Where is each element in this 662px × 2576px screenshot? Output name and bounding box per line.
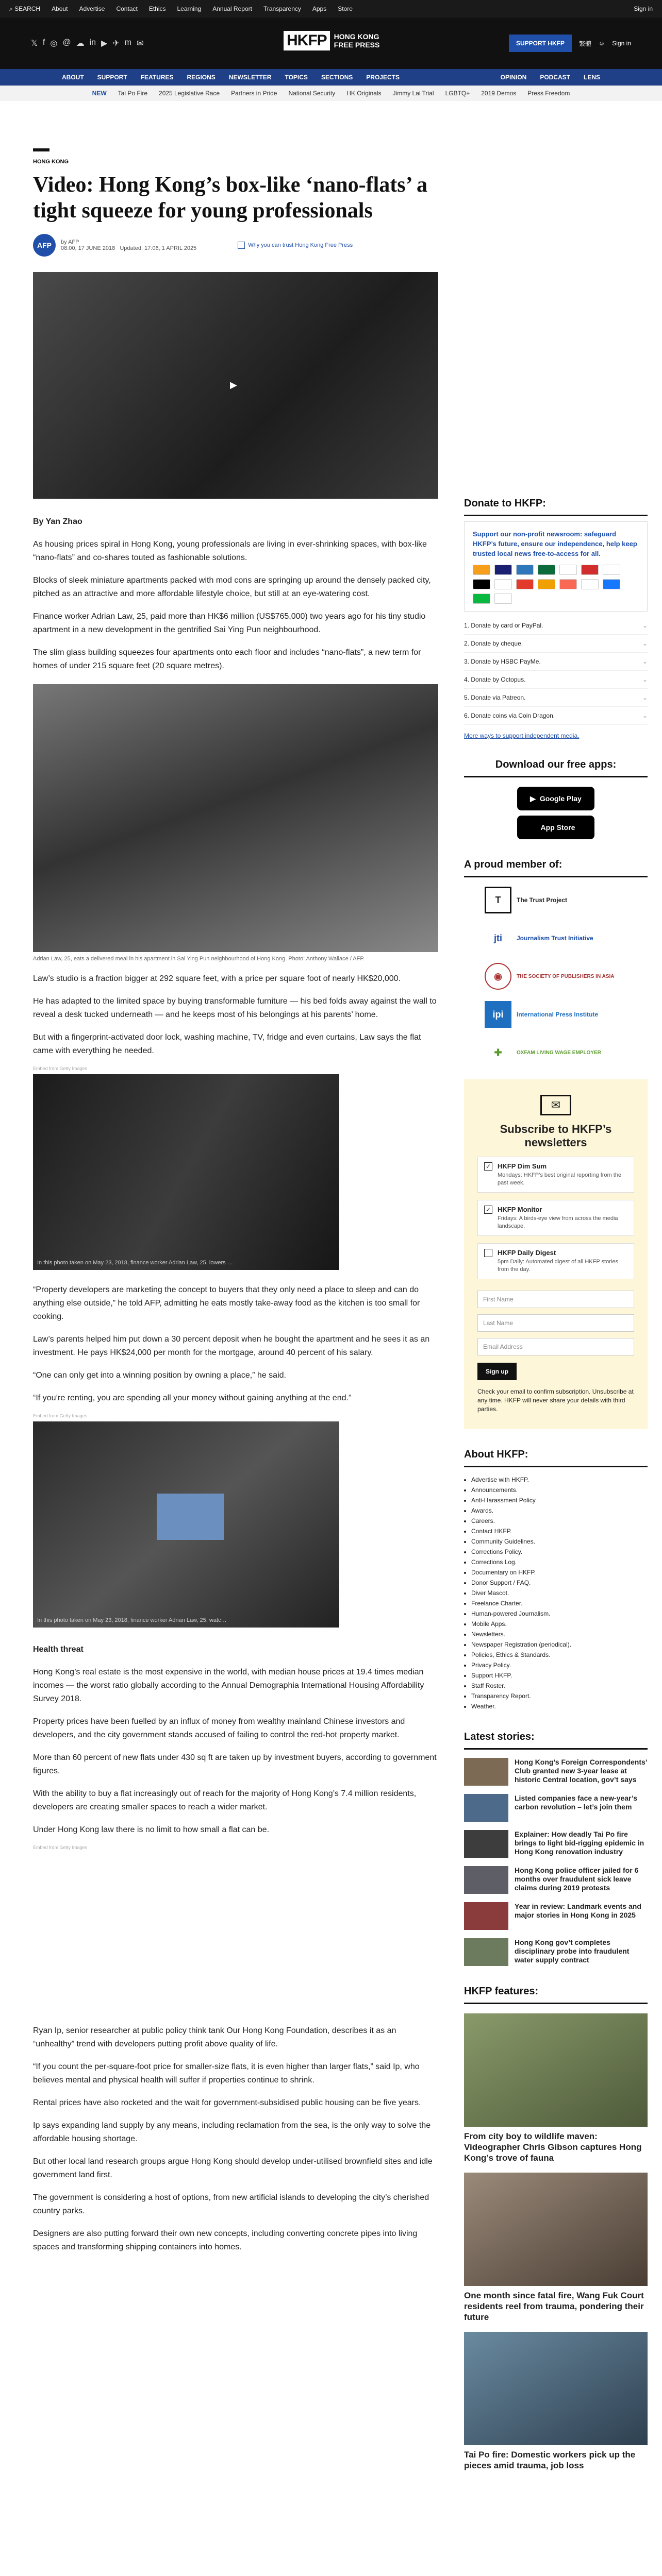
paragraph: Ryan Ip, senior researcher at public policy think tank Our Hong Kong Foundation, describes it as an “unhealthy” trend with developers putting profit above quality of life. (33, 2026, 396, 2048)
story-title: Year in review: Landmark events and major stories in Hong Kong in 2025 (515, 1902, 641, 1919)
byline-text (61, 239, 196, 251)
nav-projects[interactable]: PROJECTS (366, 74, 400, 81)
first-name-field[interactable]: First Name (477, 1291, 634, 1308)
feature-image (464, 2173, 648, 2286)
paragraph: Blocks of sleek miniature apartments packed with mod cons are springing up around the densely packed city, pitched as an attractive and more affordable lifestyle choice, but still at an eye-watering cost. (33, 576, 431, 598)
jti-logo[interactable] (485, 925, 648, 952)
author-avatar[interactable]: AFP (33, 234, 56, 257)
paragraph: But other local land research groups argue Hong Kong should develop under-utilised brownfield sites and idle government land first. (33, 2157, 433, 2179)
member-name: THE SOCIETY OF PUBLISHERS IN ASIA (517, 973, 615, 979)
sidebar (464, 493, 648, 2471)
getty-image-tv[interactable] (33, 1421, 339, 1628)
chevron-down-icon: ⌄ (642, 622, 648, 629)
amex-icon (516, 565, 534, 575)
trending-partners-in-pride[interactable]: Partners in Pride (231, 90, 277, 97)
payment-icons (473, 565, 639, 604)
donate-option[interactable] (464, 689, 648, 707)
nav-regions[interactable]: REGIONS (187, 74, 216, 81)
feature-story[interactable] (464, 2332, 648, 2471)
last-name-field[interactable]: Last Name (477, 1314, 634, 1332)
donate-option[interactable] (464, 671, 648, 689)
about-item[interactable]: • Contact HKFP. (471, 1526, 648, 1536)
donate-heading: Donate to HKFP: (464, 493, 648, 516)
trending-national-security[interactable]: National Security (288, 90, 336, 97)
latest-story[interactable] (464, 1866, 648, 1894)
feature-image (464, 2332, 648, 2445)
search-link[interactable]: ⌕ SEARCH (9, 5, 41, 12)
about-item[interactable]: • Staff Roster. (471, 1681, 648, 1691)
about-item[interactable]: • Privacy Policy. (471, 1660, 648, 1670)
nav-topics[interactable]: TOPICS (285, 74, 308, 81)
newsletter-option[interactable] (477, 1243, 634, 1279)
hkfp-logo[interactable] (284, 31, 379, 50)
donate-option-label: 4. Donate by Octopus. (464, 676, 526, 683)
option-desc: 5pm Daily: Automated digest of all HKFP stories from the day. (498, 1259, 618, 1273)
trust-icon (238, 242, 245, 249)
applepay-icon (473, 579, 490, 589)
chevron-down-icon: ⌄ (642, 712, 648, 719)
option-desc: Fridays: A birds-eye view from across the media landscape. (498, 1215, 618, 1229)
top-link-advertise[interactable]: Advertise (79, 5, 105, 12)
jti-icon: jti (494, 933, 502, 943)
getty-embed-label: Embed from Getty Images (33, 1413, 88, 1418)
donate-option-label: 3. Donate by HSBC PayMe. (464, 658, 541, 665)
trending-lgbtq[interactable]: LGBTQ+ (445, 90, 470, 97)
story-title: Listed companies face a new-year’s carbon revolution – let’s join them (515, 1794, 638, 1811)
article-title: Video: Hong Kong’s box-like ‘nano-flats’ a tight squeeze for young professionals (33, 173, 427, 223)
about-item[interactable]: • Corrections Log. (471, 1557, 648, 1567)
paragraph: Property prices have been fuelled by an influx of money from wealthy mainland Chinese investors and developers, and the city government stands accused of failing to control the red-hot property market. (33, 1717, 405, 1739)
member-name: International Press Institute (517, 1011, 599, 1018)
nav-newsletter[interactable]: NEWSLETTER (228, 74, 272, 81)
masthead-actions (509, 35, 631, 52)
about-item[interactable]: • Awards. (471, 1505, 648, 1516)
option-desc: Mondays: HKFP’s best original reporting from the past week. (498, 1172, 622, 1186)
option-title: HKFP Monitor (498, 1206, 542, 1213)
byline-author[interactable]: by AFP (61, 239, 79, 245)
feature-story[interactable] (464, 2013, 648, 2163)
paragraph: Law’s parents helped him put down a 30 percent deposit when he bought the apartment and he sees it as an investment. He pays HK$24,000 per month for the mortgage, around 40 percent of his salary. (33, 1335, 430, 1357)
story-thumbnail (464, 1758, 508, 1786)
photo-apartment (33, 684, 438, 952)
trending-hk-originals[interactable]: HK Originals (346, 90, 382, 97)
donate-option[interactable] (464, 707, 648, 725)
about-item[interactable]: • Weather. (471, 1701, 648, 1711)
about-item[interactable]: • Careers. (471, 1516, 648, 1526)
section-heading: Health threat (33, 1645, 84, 1654)
app-buttons (464, 787, 648, 839)
about-item[interactable]: • Donor Support / FAQ. (471, 1578, 648, 1588)
updated-date: Updated: 17:06, 1 APRIL 2025 (120, 245, 197, 251)
patreon-icon (559, 579, 577, 589)
donate-options (464, 617, 648, 725)
members-heading: A proud member of: (464, 854, 648, 877)
about-item[interactable]: • Transparency Report. (471, 1691, 648, 1701)
app-store-button[interactable] (517, 816, 594, 839)
option-title: HKFP Daily Digest (498, 1249, 556, 1257)
donate-text[interactable]: Support our non-profit newsroom: safeguard HKFP’s future, ensure our independence, help keep trusted local news free-to-access for all. (473, 530, 637, 557)
signup-button[interactable]: Sign up (477, 1363, 517, 1380)
jcb-icon (538, 565, 555, 575)
story-title: Hong Kong’s Foreign Correspondents’ Club granted new 3-year lease at historic Central location, gov’t says (515, 1758, 647, 1784)
about-item[interactable]: • Diver Mascot. (471, 1588, 648, 1598)
category-label[interactable]: HONG KONG (33, 159, 69, 165)
publish-date: 08:00, 17 JUNE 2018 (61, 245, 115, 251)
top-link-transparency[interactable]: Transparency (263, 5, 301, 12)
octopus-icon (538, 579, 555, 589)
mastercard-icon (473, 565, 490, 575)
donate-option-label: 5. Donate via Patreon. (464, 694, 526, 701)
app-store-label: App Store (540, 823, 575, 832)
x-icon[interactable]: 𝕏 (31, 39, 38, 48)
paragraph: “One can only get into a winning position by owning a place,” he said. (33, 1371, 286, 1380)
chevron-down-icon: ⌄ (642, 658, 648, 665)
features-heading: HKFP features: (464, 1980, 648, 2004)
checkbox-checked[interactable]: ✓ (484, 1206, 492, 1214)
masthead-signin[interactable]: Sign in (612, 40, 631, 47)
feature-story[interactable] (464, 2173, 648, 2323)
latest-story[interactable] (464, 1938, 648, 1966)
latest-story[interactable] (464, 1830, 648, 1858)
about-item[interactable]: • Mobile Apps. (471, 1619, 648, 1629)
wechat-icon (473, 594, 490, 604)
paragraph: But with a fingerprint-activated door lock, washing machine, TV, fridge and even curtains, Law says the flat came with everything he needed. (33, 1033, 421, 1055)
feature-title: Tai Po fire: Domestic workers pick up the pieces amid trauma, job loss (464, 2450, 636, 2470)
checkbox-checked[interactable]: ✓ (484, 1162, 492, 1171)
play-icon[interactable]: ▶ (230, 380, 237, 390)
about-item[interactable]: • Community Guidelines. (471, 1536, 648, 1547)
nav-podcast[interactable]: PODCAST (540, 74, 570, 81)
support-hkfp-button[interactable]: SUPPORT HKFP (509, 35, 572, 52)
getty-embed-label: Embed from Getty Images (33, 1845, 88, 1850)
getty-caption: In this photo taken on May 23, 2018, finance worker Adrian Law, 25, lowers … (37, 1260, 233, 1266)
paragraph: Under Hong Kong law there is no limit to how small a flat can be. (33, 1825, 270, 1834)
feature-title: One month since fatal fire, Wang Fuk Court residents reel from trauma, pondering their future (464, 2291, 644, 2322)
visa-icon (494, 565, 512, 575)
story-title: Hong Kong gov’t completes disciplinary probe into fraudulent water supply contract (515, 1938, 630, 1964)
search-label: SEARCH (14, 5, 41, 12)
about-list (464, 1475, 648, 1711)
paragraph: Designers are also putting forward their own new concepts, including converting concrete pipes into living spaces and transforming shipping containers into homes. (33, 2229, 418, 2251)
trust-project-icon: T (485, 887, 511, 913)
ipi-icon: ipi (485, 1001, 511, 1028)
donate-option[interactable] (464, 617, 648, 635)
chevron-down-icon: ⌄ (642, 640, 648, 647)
nav-support[interactable]: SUPPORT (97, 74, 127, 81)
about-item[interactable]: • Documentary on HKFP. (471, 1567, 648, 1578)
social-links (31, 38, 143, 48)
more-ways-link[interactable]: More ways to support independent media. (464, 732, 580, 739)
trending-press-freedom[interactable]: Press Freedom (527, 90, 570, 97)
top-link-ethics[interactable]: Ethics (148, 5, 166, 12)
oxfam-logo[interactable] (485, 1039, 648, 1066)
top-signin-link[interactable]: Sign in (634, 5, 653, 12)
option-title: HKFP Dim Sum (498, 1162, 547, 1170)
about-item[interactable]: • Freelance Charter. (471, 1598, 648, 1608)
chevron-down-icon: ⌄ (642, 676, 648, 683)
about-item[interactable]: • Support HKFP. (471, 1670, 648, 1681)
donate-option[interactable] (464, 653, 648, 671)
newsletter-box (464, 1079, 648, 1429)
getty-image-bed[interactable] (33, 1074, 339, 1270)
paypal-icon (603, 565, 620, 575)
top-link-store[interactable]: Store (338, 5, 353, 12)
top-link-annual-report[interactable]: Annual Report (212, 5, 252, 12)
about-item[interactable]: • Corrections Policy. (471, 1547, 648, 1557)
about-item[interactable]: • Advertise with HKFP. (471, 1475, 648, 1485)
linkedin-icon[interactable]: in (89, 38, 96, 47)
unionpay-icon (581, 565, 599, 575)
fps-icon (581, 579, 599, 589)
facebook-icon[interactable]: f (42, 38, 45, 47)
ipi-logo[interactable] (485, 1001, 648, 1028)
paragraph: “If you count the per-square-foot price for smaller-size flats, it is even higher than larger flats,” said Ip, who believes mental and physical health will suffer if properties continue to shrink. (33, 2062, 420, 2084)
paragraph: As housing prices spiral in Hong Kong, young professionals are living in ever-shrinking spaces, with box-like “nano-flats” and co-shares touted as fashionable solutions. (33, 540, 427, 562)
new-label: NEW (92, 90, 107, 97)
paragraph: Law’s studio is a fraction bigger at 292 square feet, with a price per square foot of nearly HK$20,000. (33, 974, 401, 983)
trust-label: Why you can trust Hong Kong Free Press (248, 242, 353, 248)
about-item[interactable]: • Human-powered Journalism. (471, 1608, 648, 1619)
member-name: Journalism Trust Initiative (517, 935, 593, 942)
googlepay-icon (494, 579, 512, 589)
masthead (0, 18, 662, 69)
latest-list (464, 1758, 648, 1966)
checkbox[interactable] (484, 1249, 492, 1257)
paragraph: Ip says expanding land supply by any means, including reclamation from the sea, is the only way to solve the affordable housing shortage. (33, 2121, 431, 2143)
donate-box (464, 521, 648, 612)
email-field[interactable]: Email Address (477, 1338, 634, 1355)
paragraph: Hong Kong’s real estate is the most expensive in the world, with median house prices at 19.4 times median incomes — the worst ratio globally according to the Annual Demographia International Housing Affordability Survey 2018. (33, 1668, 424, 1703)
paragraph: More than 60 percent of new flats under 430 sq ft are taken up by investment buyers, according to government figures. (33, 1753, 437, 1775)
diners-icon (559, 565, 577, 575)
trending-legislative-race[interactable]: 2025 Legislative Race (159, 90, 220, 97)
byline (33, 234, 438, 257)
story-title: Hong Kong police officer jailed for 6 months over fraudulent sick leave claims during 2019 protests (515, 1866, 639, 1892)
story-thumbnail (464, 1902, 508, 1930)
crypto-icon (494, 594, 512, 604)
newsletter-icon: ✉ (540, 1095, 571, 1115)
paragraph: Finance worker Adrian Law, 25, paid more than HK$6 million (US$765,000) two years ago for his tiny studio apartment in a new development in the gentrified Sai Ying Pun neighbourhood. (33, 612, 426, 634)
email-icon[interactable]: ✉ (137, 39, 144, 48)
latest-heading: Latest stories: (464, 1726, 648, 1750)
newsletter-option[interactable] (477, 1200, 634, 1236)
tv-screen (157, 1494, 224, 1540)
story-thumbnail (464, 1866, 508, 1894)
video-player[interactable] (33, 272, 438, 499)
article-author: By Yan Zhao (33, 517, 82, 526)
member-name: OXFAM LIVING WAGE EMPLOYER (517, 1049, 601, 1056)
chevron-down-icon: ⌄ (642, 694, 648, 701)
donate-option-label: 2. Donate by cheque. (464, 640, 523, 647)
trust-project-logo[interactable] (485, 887, 648, 913)
instagram-icon[interactable]: ◎ (50, 39, 58, 48)
about-item[interactable]: • Anti-Harassment Policy. (471, 1495, 648, 1505)
top-link-contact[interactable]: Contact (116, 5, 138, 12)
paragraph: The slim glass building squeezes four apartments onto each floor and includes “nano-flats”, a new term for homes of under 215 square feet (20 square metres). (33, 648, 421, 670)
google-play-label: Google Play (539, 794, 582, 803)
youtube-icon[interactable]: ▶ (101, 39, 108, 48)
nav-features[interactable]: FEATURES (140, 74, 174, 81)
user-icon[interactable]: ☺ (599, 40, 605, 47)
paragraph: With the ability to buy a flat increasingly out of reach for the majority of Hong Kong’s 7.4 million residents, developers are creating smaller spaces to reach a wider market. (33, 1789, 417, 1811)
top-utility-bar (0, 0, 662, 18)
language-toggle[interactable]: 繁體 (579, 40, 592, 47)
article (33, 148, 438, 2254)
member-name: The Trust Project (517, 896, 568, 904)
about-heading: About HKFP: (464, 1444, 648, 1467)
latest-story[interactable] (464, 1902, 648, 1930)
category-bar (33, 148, 49, 151)
getty-caption: In this photo taken on May 23, 2018, finance worker Adrian Law, 25, watc… (37, 1617, 227, 1623)
top-link-apps[interactable]: Apps (312, 5, 327, 12)
paragraph: He has adapted to the limited space by buying transformable furniture — his bed folds away against the wall to reveal a desk tucked underneath — and he keeps most of his belongings at his parents’ home. (33, 997, 437, 1019)
latest-story[interactable] (464, 1794, 648, 1822)
alipay-icon (603, 579, 620, 589)
trending-2019-demos[interactable]: 2019 Demos (481, 90, 517, 97)
photo-caption: Adrian Law, 25, eats a delivered meal in his apartment in Sai Ying Pun neighbourhood of Hong Kong. Photo: Anthony Wallace / AFP. (33, 956, 365, 962)
sopa-icon: ◉ (485, 963, 511, 990)
paragraph: The government is considering a host of options, from new artificial islands to developing the city’s cherished country parks. (33, 2193, 429, 2215)
threads-icon[interactable]: @ (62, 38, 71, 47)
payme-icon (516, 579, 534, 589)
logo-text: HONG KONG FREE PRESS (334, 32, 380, 49)
nav-about[interactable]: ABOUT (62, 74, 84, 81)
about-item[interactable]: • Announcements. (471, 1485, 648, 1495)
story-thumbnail (464, 1794, 508, 1822)
nav-opinion[interactable]: OPINION (500, 74, 527, 81)
mastodon-icon[interactable]: m (124, 38, 132, 47)
about-item[interactable]: • Newspaper Registration (periodical). (471, 1639, 648, 1650)
nav-sections[interactable]: SECTIONS (321, 74, 353, 81)
donate-option-label: 6. Donate coins via Coin Dragon. (464, 712, 555, 719)
google-play-button[interactable] (517, 787, 594, 810)
newsletter-note: Check your email to confirm subscription. Unsubscribe at any time. HKFP will never share your details with third parties. (477, 1388, 634, 1413)
story-thumbnail (464, 1830, 508, 1858)
newsletter-title: Subscribe to HKFP’s newsletters (500, 1123, 612, 1149)
story-thumbnail (464, 1938, 508, 1966)
bluesky-icon[interactable]: ☁ (76, 39, 85, 48)
getty-embed-label: Embed from Getty Images (33, 1066, 88, 1071)
story-title: Explainer: How deadly Tai Po fire brings to light bid-rigging epidemic in Hong Kong renovation industry (515, 1830, 644, 1856)
trending-jimmy-lai-trial[interactable]: Jimmy Lai Trial (392, 90, 434, 97)
trending-bar (0, 86, 662, 101)
trending-tai-po-fire[interactable]: Tai Po Fire (118, 90, 148, 97)
google-play-icon: ▶ (530, 794, 536, 803)
donate-option-label: 1. Donate by card or PayPal. (464, 622, 543, 629)
nav-lens[interactable]: LENS (583, 74, 600, 81)
oxfam-icon: ✚ (494, 1047, 502, 1058)
top-link-learning[interactable]: Learning (177, 5, 202, 12)
latest-story[interactable] (464, 1758, 648, 1786)
sopa-logo[interactable] (485, 963, 648, 990)
trust-link[interactable] (238, 242, 353, 249)
logo-box: HKFP (284, 31, 330, 50)
apps-heading: Download our free apps: (464, 754, 648, 777)
newsletter-option[interactable] (477, 1157, 634, 1193)
feature-image (464, 2013, 648, 2127)
about-item[interactable]: • Policies, Ethics & Standards. (471, 1650, 648, 1660)
member-logos (464, 887, 648, 1066)
feature-title: From city boy to wildlife maven: Videographer Chris Gibson captures Hong Kong’s trove of fauna (464, 2131, 642, 2163)
paragraph: “Property developers are marketing the concept to buyers that they only need a place to sleep and can do anything else outside,” he told AFP, admitting he eats mostly take-away food as the kitchen is too small for cooking. (33, 1285, 420, 1321)
top-link-about[interactable]: About (52, 5, 68, 12)
paragraph: “If you’re renting, you are spending all your money without gaining anything at the end.” (33, 1394, 352, 1402)
donate-option[interactable] (464, 635, 648, 653)
main-nav (0, 69, 662, 86)
empty-embed-space (33, 1850, 438, 2015)
telegram-icon[interactable]: ✈ (112, 39, 120, 48)
about-item[interactable]: • Newsletters. (471, 1629, 648, 1639)
paragraph: Rental prices have also rocketed and the wait for government-subsidised public housing can be five years. (33, 2098, 421, 2107)
